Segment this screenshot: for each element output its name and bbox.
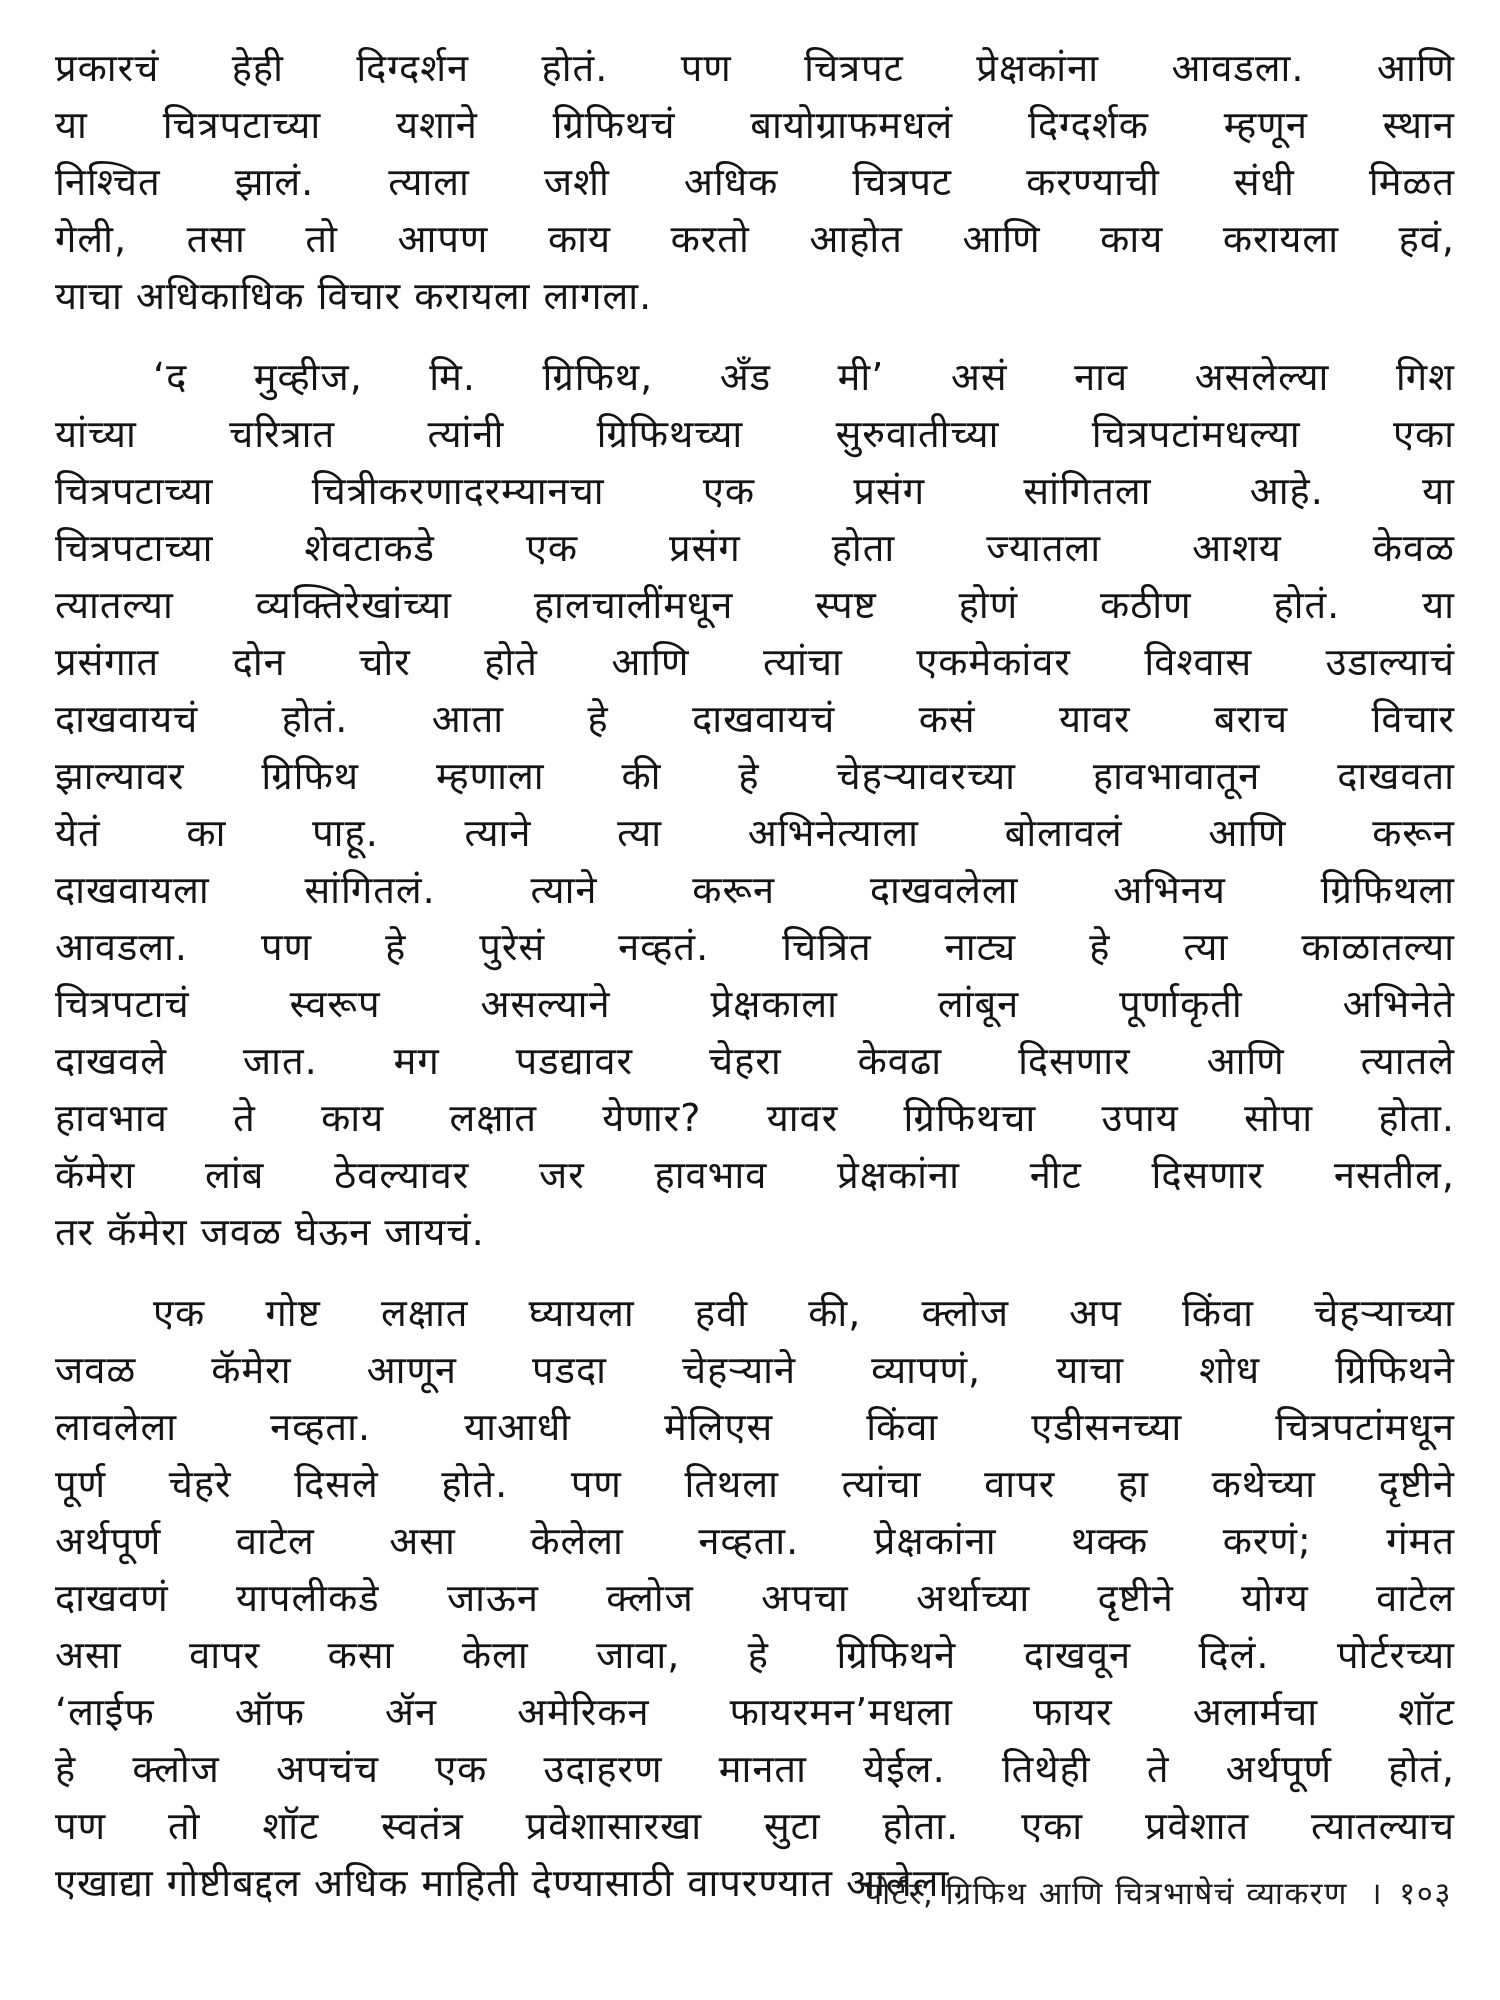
text-line: पण तो शॉट स्वतंत्र प्रवेशासारखा सुटा होता. एका प्रवेशात त्यातल्याच (55, 1804, 1455, 1848)
paragraph (55, 1285, 1455, 1912)
page-footer (865, 1872, 1452, 1914)
text-line: चित्रपटाचं स्वरूप असल्याने प्रेक्षकाला लांबून पूर्णाकृती अभिनेते (55, 982, 1455, 1026)
book-page (55, 40, 1455, 1960)
text-line: कॅमेरा लांब ठेवल्यावर जर हावभाव प्रेक्षकांना नीट दिसणार नसतील, (55, 1153, 1455, 1197)
text-line: गेली, तसा तो आपण काय करतो आहोत आणि काय करायला हवं, (55, 217, 1455, 261)
text-line: दाखवायचं होतं. आता हे दाखवायचं कसं यावर बराच विचार (55, 697, 1455, 741)
text-line: दाखवले जात. मग पडद्यावर चेहरा केवढा दिसणार आणि त्यातले (55, 1039, 1455, 1083)
text-line: प्रसंगात दोन चोर होते आणि त्यांचा एकमेकांवर विश्वास उडाल्याचं (55, 640, 1455, 684)
text-line: लावलेला नव्हता. याआधी मेलिएस किंवा एडीसनच्या चित्रपटांमधून (55, 1405, 1455, 1449)
page-number: १०३ (1399, 1876, 1452, 1912)
text-line: दाखवायला सांगितलं. त्याने करून दाखवलेला अभिनय ग्रिफिथला (55, 868, 1455, 912)
text-line: यांच्या चरित्रात त्यांनी ग्रिफिथच्या सुरुवातीच्या चित्रपटांमधल्या एका (55, 412, 1455, 456)
text-line: एखाद्या गोष्टीबद्दल अधिक माहिती देण्यासाठी वापरण्यात आलेला (55, 1861, 950, 1905)
footer-separator: । (1369, 1876, 1384, 1912)
paragraph (55, 40, 1455, 325)
running-title: पोर्टर, ग्रिफिथ आणि चित्रभाषेचं व्याकरण (864, 1876, 1348, 1912)
text-line: चित्रपटाच्या चित्रीकरणादरम्यानचा एक प्रसंग सांगितला आहे. या (55, 469, 1455, 513)
text-line: तर कॅमेरा जवळ घेऊन जायचं. (55, 1210, 485, 1254)
text-line: हे क्लोज अपचंच एक उदाहरण मानता येईल. तिथेही ते अर्थपूर्ण होतं, (55, 1747, 1455, 1791)
text-line: या चित्रपटाच्या यशाने ग्रिफिथचं बायोग्राफमधलं दिग्दर्शक म्हणून स्थान (55, 103, 1455, 147)
text-line: जवळ कॅमेरा आणून पडदा चेहऱ्याने व्यापणं, याचा शोध ग्रिफिथने (55, 1348, 1455, 1392)
text-line: ‘द मुव्हीज, मि. ग्रिफिथ, अँड मी’ असं नाव असलेल्या गिश (153, 355, 1455, 399)
text-line: चित्रपटाच्या शेवटाकडे एक प्रसंग होता ज्यातला आशय केवळ (55, 526, 1455, 570)
text-line: हावभाव ते काय लक्षात येणार? यावर ग्रिफिथचा उपाय सोपा होता. (55, 1096, 1455, 1140)
text-line: त्यातल्या व्यक्तिरेखांच्या हालचालींमधून स्पष्ट होणं कठीण होतं. या (55, 583, 1455, 627)
text-line: प्रकारचं हेही दिग्दर्शन होतं. पण चित्रपट प्रेक्षकांना आवडला. आणि (55, 46, 1455, 90)
text-line: पूर्ण चेहरे दिसले होते. पण तिथला त्यांचा वापर हा कथेच्या दृष्टीने (55, 1462, 1455, 1506)
text-line: एक गोष्ट लक्षात घ्यायला हवी की, क्लोज अप किंवा चेहऱ्याच्या (153, 1291, 1455, 1335)
text-line: आवडला. पण हे पुरेसं नव्हतं. चित्रित नाट्य हे त्या काळातल्या (55, 925, 1455, 969)
text-line: निश्चित झालं. त्याला जशी अधिक चित्रपट करण्याची संधी मिळत (55, 160, 1455, 204)
paragraph (55, 349, 1455, 1261)
text-line: दाखवणं यापलीकडे जाऊन क्लोज अपचा अर्थाच्या दृष्टीने योग्य वाटेल (55, 1576, 1455, 1620)
text-line: झाल्यावर ग्रिफिथ म्हणाला की हे चेहऱ्यावरच्या हावभावातून दाखवता (55, 754, 1455, 798)
text-line: याचा अधिकाधिक विचार करायला लागला. (55, 274, 653, 318)
text-line: असा वापर कसा केला जावा, हे ग्रिफिथने दाखवून दिलं. पोर्टरच्या (55, 1633, 1455, 1677)
text-line: अर्थपूर्ण वाटेल असा केलेला नव्हता. प्रेक्षकांना थक्क करणं; गंमत (55, 1519, 1455, 1563)
text-line: ‘लाईफ ऑफ ॲन अमेरिकन फायरमन’मधला फायर अलार्मचा शॉट (55, 1690, 1455, 1734)
text-line: येतं का पाहू. त्याने त्या अभिनेत्याला बोलावलं आणि करून (55, 811, 1455, 855)
body-text (55, 40, 1455, 1912)
